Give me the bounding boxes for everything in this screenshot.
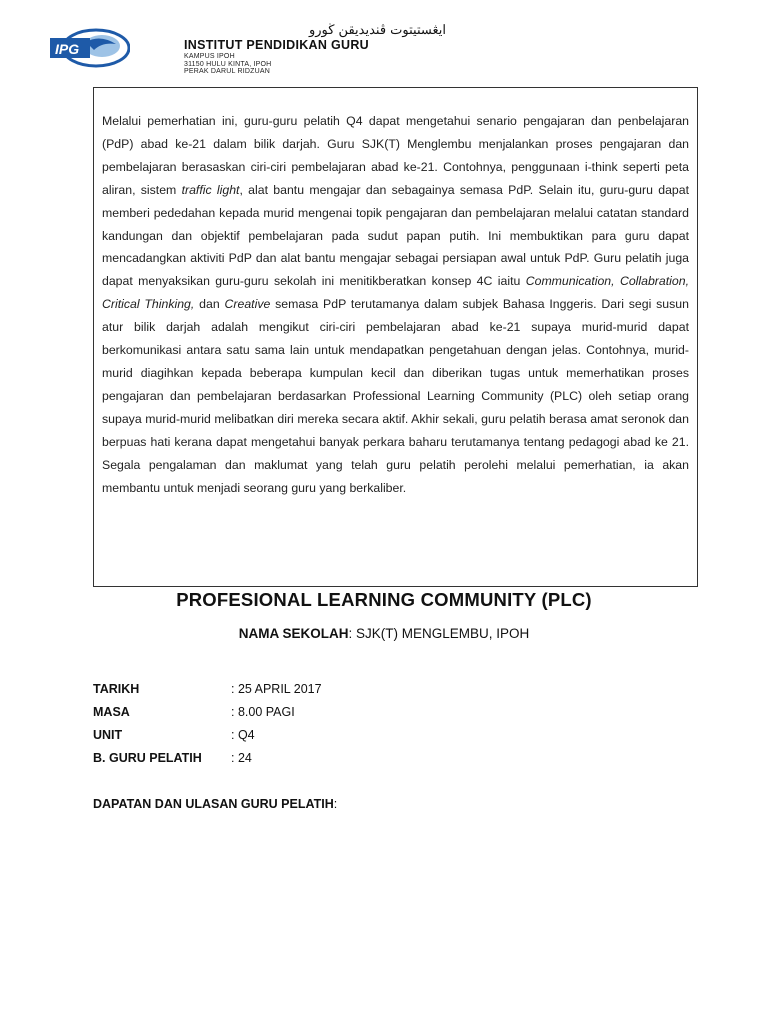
paragraph-text: semasa PdP terutamanya dalam subjek Bahasa Inggeris. Dari segi susun atur bilik darjah adalah mengikut ciri-ciri pembelajaran abad ke-21 supaya murid-murid dapat berkomunikasi antara satu sama lain untuk mendapatkan pengetahuan dengan jelas. Contohnya, murid-murid diagihkan kepada beberapa kumpulan kecil dan diberikan tugas untuk memerhatikan proses pengajaran dan pembelajaran berdasarkan Professional Learning Community (PLC) oleh setiap orang supaya murid-murid melibatkan diri mereka secara aktif. Akhir sekali, guru pelatih berasa amat seronok dan berpuas hati kerana dapat mengetahui banyak perkara baharu terutamanya tentang pedagogi abad ke 21. Segala pengalaman dan maklumat yang telah guru pelatih perolehi melalui pemerhatian, ia akan membantu untuk menjadi seorang guru yang berkaliber. — [102, 297, 689, 495]
info-value: : Q4 — [231, 728, 255, 742]
observation-text-box — [93, 87, 698, 587]
address-line: KAMPUS IPOH — [184, 53, 235, 60]
observation-paragraph — [102, 110, 689, 499]
paragraph-text: dan — [194, 297, 225, 312]
institution-address — [184, 53, 271, 76]
findings-heading — [93, 797, 337, 811]
findings-label: DAPATAN DAN ULASAN GURU PELATIH — [93, 797, 334, 811]
info-row — [93, 750, 322, 773]
paragraph-italic-text: traffic light — [181, 182, 240, 197]
letterhead — [50, 23, 446, 75]
info-row — [93, 704, 322, 727]
info-row — [93, 727, 322, 750]
paragraph-italic-text: Communication, Collabration, Critical Thinking, — [102, 274, 689, 312]
school-label: NAMA SEKOLAH — [238, 626, 349, 641]
info-value: : 24 — [231, 751, 252, 765]
ipg-logo-icon — [50, 28, 130, 70]
info-key: B. GURU PELATIH — [93, 751, 202, 765]
info-table — [93, 681, 322, 773]
paragraph-text: , alat bantu mengajar dan sebagainya semasa PdP. Selain itu, guru-guru dapat memberi pededahan kepada murid mengenai topik pengajaran dan pembelajaran melalui catatan standard kandungan dan objektif pembelajaran pada sudut papan putih. Ini membuktikan para guru dapat mencadangkan aktiviti PdP dan alat bantu mengajar sebagai persiapan awal untuk PdP. Guru pelatih juga dapat menyaksikan guru-guru sekolah ini menitikberatkan konsep 4C iaitu — [102, 182, 690, 289]
paragraph-text: Melalui pemerhatian ini, guru-guru pelatih Q4 dapat mengetahui senario pengajaran dan penbelajaran (PdP) abad ke-21 dalam bilik darjah. Guru SJK(T) Menglembu menjalankan proses pengajaran dan pembelajaran berasaskan ciri-ciri pembelajaran abad ke-21. Contohnya, penggunaan i-think seperti peta aliran, sistem — [102, 114, 689, 197]
page-title: PROFESIONAL LEARNING COMMUNITY (PLC) — [176, 589, 592, 610]
address-line: 31150 HULU KINTA, IPOH — [184, 60, 272, 68]
paragraph-italic-text: Creative — [224, 297, 271, 312]
info-key: MASA — [93, 705, 130, 719]
findings-colon: : — [333, 797, 338, 811]
address-line: PERAK DARUL RIDZUAN — [184, 68, 270, 75]
info-key: UNIT — [93, 728, 123, 742]
info-key: TARIKH — [93, 682, 140, 696]
institution-name: INSTITUT PENDIDIKAN GURU — [184, 38, 369, 52]
logo-text: IPG — [55, 41, 80, 57]
school-line — [0, 626, 768, 641]
info-row — [93, 681, 322, 704]
info-value: : 25 APRIL 2017 — [231, 682, 322, 696]
info-value: : 8.00 PAGI — [231, 705, 295, 719]
jawi-institution-name: ايڠستيتوت ڤنديديقن ڬورو — [308, 23, 446, 38]
school-value: : SJK(T) MENGLEMBU, IPOH — [348, 626, 530, 641]
